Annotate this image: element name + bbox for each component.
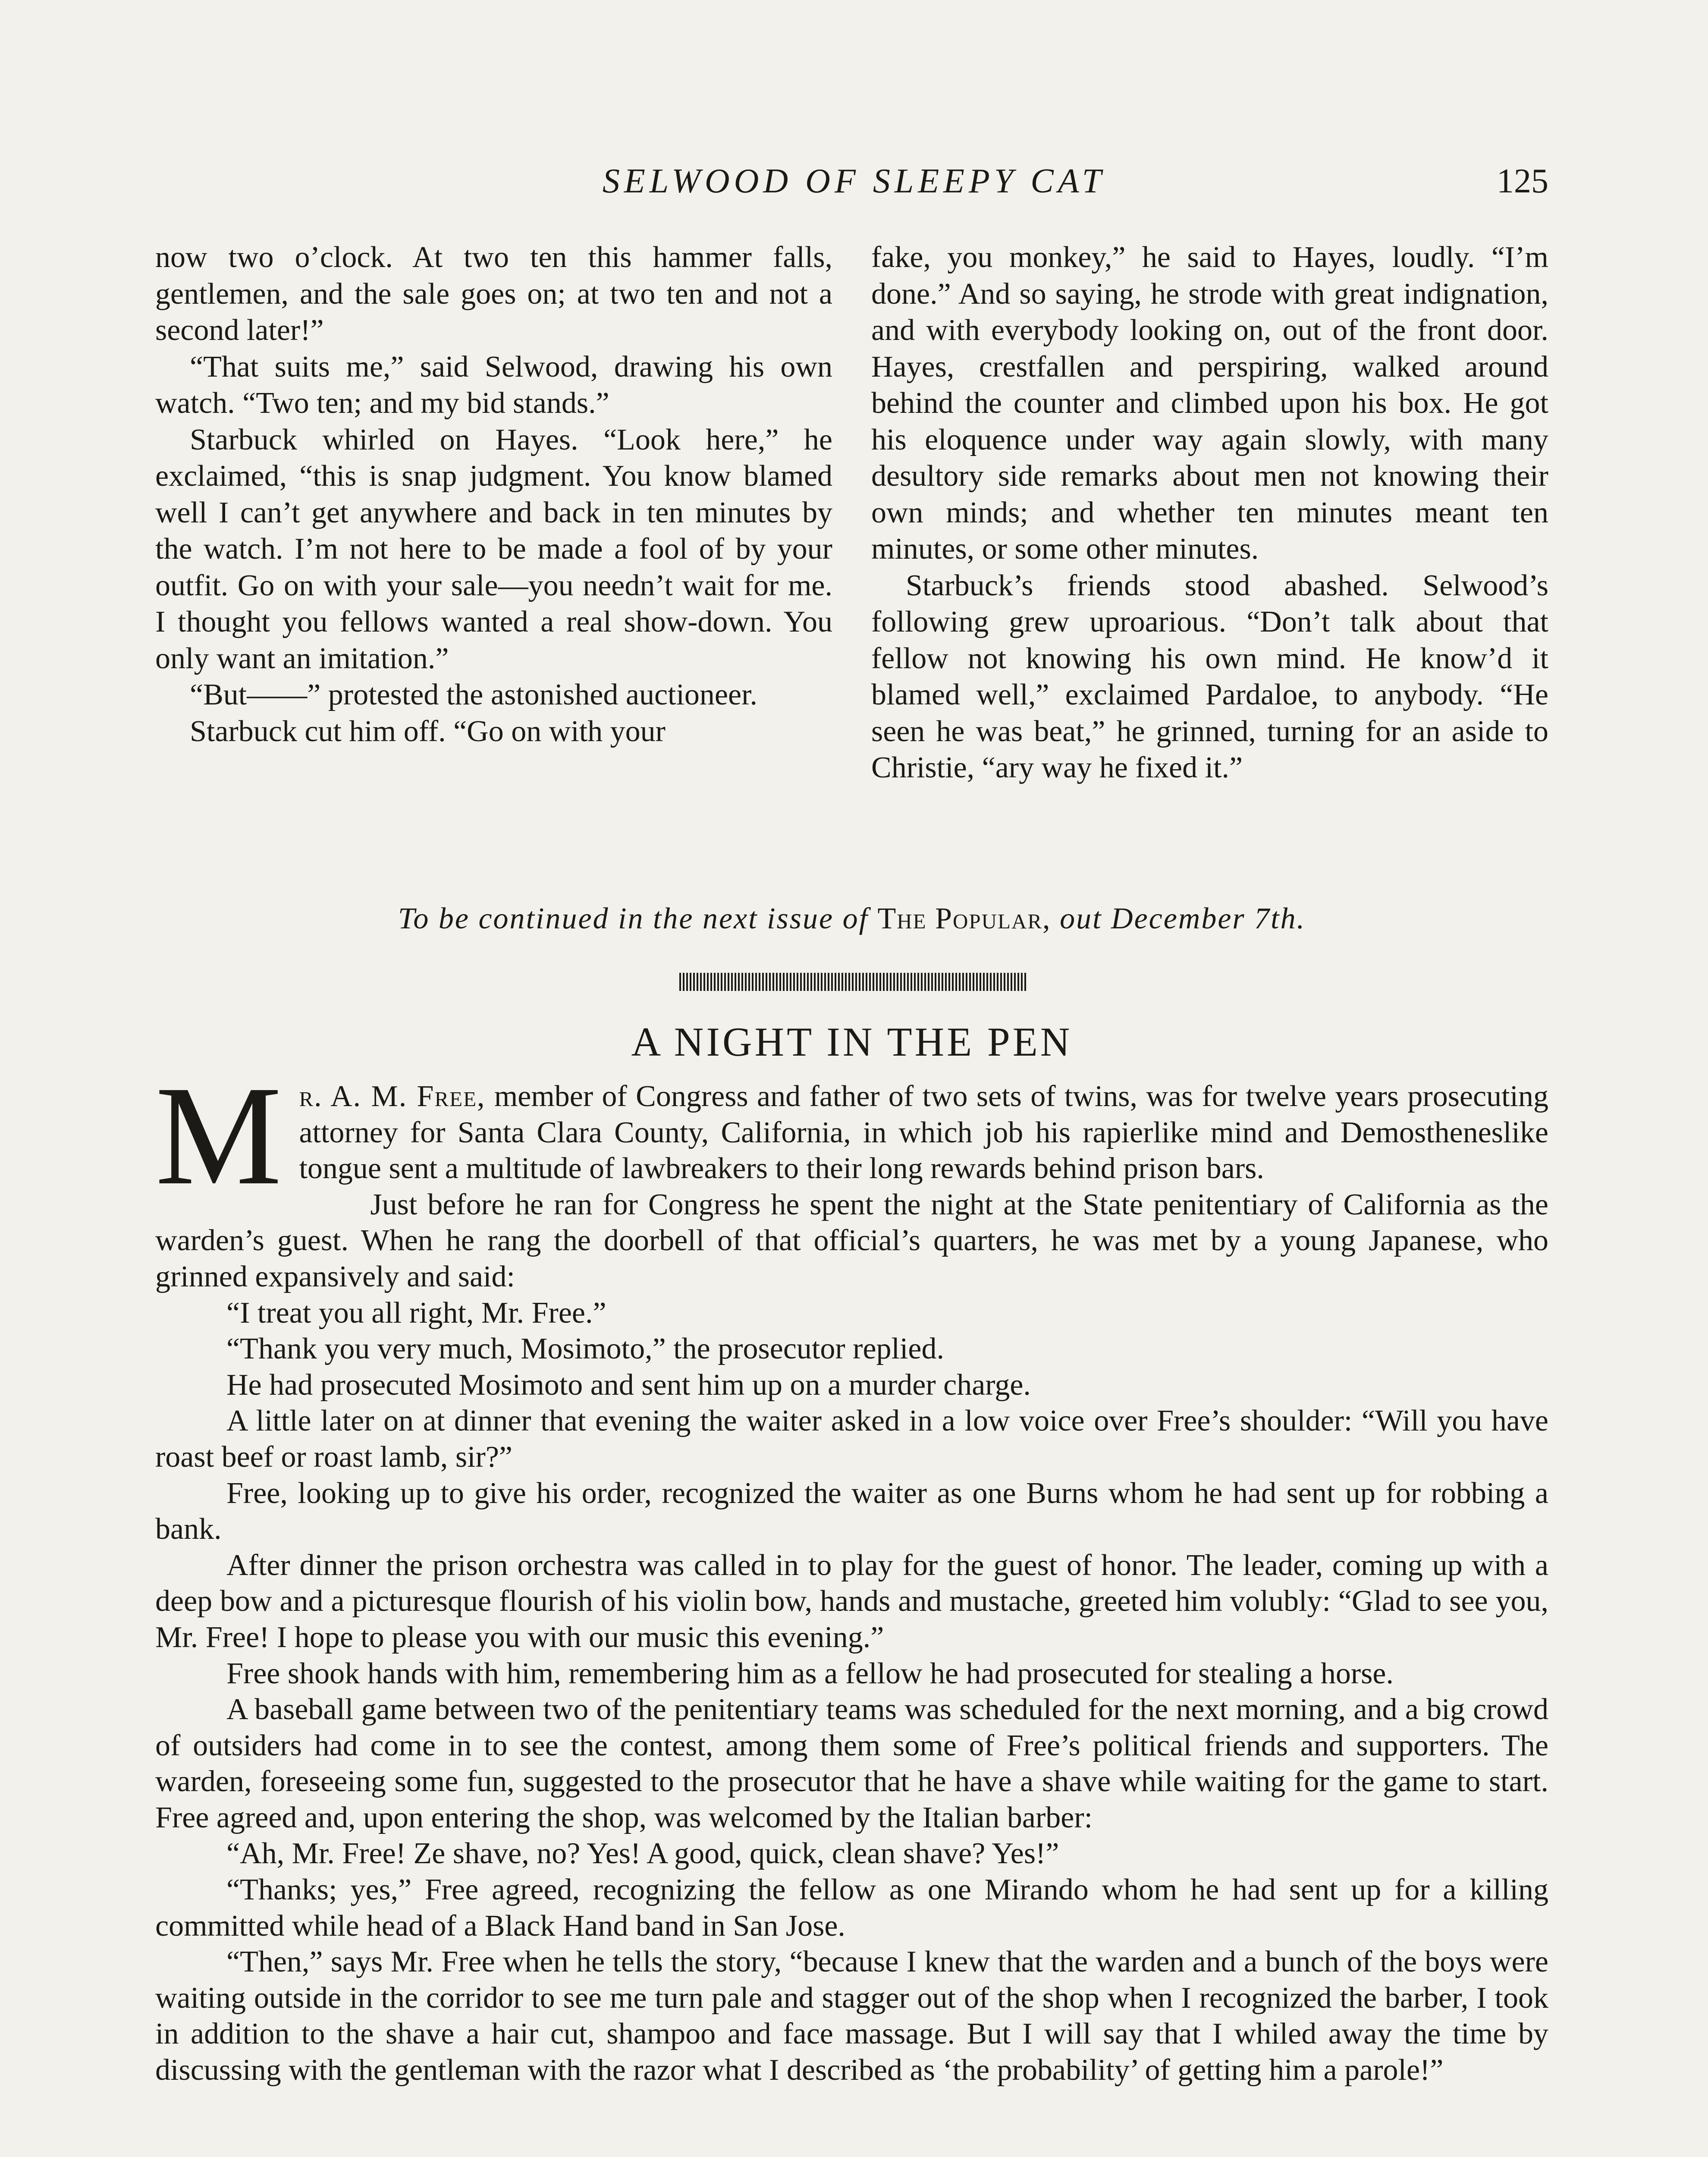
- paragraph: Starbuck whirled on Hayes. “Look here,” he exclaimed, “this is snap judgment. You know blamed well I can’t get anywhere and back in ten minutes by the watch. I’m not here to be made a fool of by your outfit. Go on with your sale—you needn’t wait for me. I thought you fellows wanted a real show-down. You only want an imitation.”: [155, 423, 832, 675]
- paragraph: Starbuck cut him off. “Go on with your: [190, 714, 666, 748]
- continued-prefix: To be continued in the next issue of: [398, 902, 878, 935]
- drop-cap: M: [155, 1057, 282, 1214]
- running-title: SELWOOD OF SLEEPY CAT: [602, 162, 1106, 200]
- section-divider-ornament: [679, 973, 1027, 991]
- paragraph: “But——” protested the astonished auctioneer.: [190, 678, 758, 711]
- serial-continuation: [155, 239, 1548, 897]
- story-title: A NIGHT IN THE PEN: [631, 1019, 1073, 1065]
- paragraph: A little later on at dinner that evening the waiter asked in a low voice over Free’s shoulder: “Will you have roast beef or roast lamb, sir?”: [155, 1404, 1548, 1474]
- paragraph: “That suits me,” said Selwood, drawing his own watch. “Two ten; and my bid stands.”: [155, 350, 832, 420]
- paragraph: He had prosecuted Mosimoto and sent him up on a murder charge.: [226, 1368, 1031, 1402]
- left-column: [155, 239, 832, 750]
- continued-notice: [155, 902, 1548, 936]
- paragraph: “Then,” says Mr. Free when he tells the story, “because I knew that the warden and a bunch of the boys were waiting outside in the corridor to see me turn pale and stagger out of the shop when I recognized the barber, I took in addition to the shave a hair cut, shampoo and face massage. But I will say that I whiled away the time by discussing with the gentleman with the razor what I described as ‘the probability’ of getting him a parole!”: [155, 1945, 1548, 2087]
- paragraph: Starbuck’s friends stood abashed. Selwood’s following grew uproarious. “Don’t talk about that fellow not knowing his own mind. He know’d it blamed well,” exclaimed Pardaloe, to anybody. “He seen he was beat,” he grinned, turning for an aside to Christie, “ary way he fixed it.”: [871, 569, 1548, 784]
- story-body: [155, 1057, 1548, 2088]
- page-number: 125: [1497, 162, 1548, 200]
- paragraph: Free shook hands with him, remembering him as a fellow he had prosecuted for stealing a horse.: [226, 1657, 1394, 1690]
- first-paragraph: [155, 1057, 1548, 1214]
- paragraph: “Thanks; yes,” Free agreed, recognizing the fellow as one Mirando whom he had sent up for a killing committed while head of a Black Hand band in San Jose.: [155, 1873, 1548, 1943]
- continued-suffix: out December 7th.: [1051, 902, 1306, 935]
- paragraph: fake, you monkey,” he said to Hayes, loudly. “I’m done.” And so saying, he strode with great indignation, and with everybody looking on, out of the front door. Hayes, crestfallen and perspiring, walked around behind the counter and climbed upon his box. He got his eloquence under way again slowly, with many desultory side remarks about men not knowing their own minds; and whether ten minutes meant ten minutes, or some other minutes.: [871, 241, 1548, 566]
- paragraph: “Ah, Mr. Free! Ze shave, no? Yes! A good, quick, clean shave? Yes!”: [226, 1837, 1059, 1871]
- paragraph: Free, looking up to give his order, recognized the waiter as one Burns whom he had sent up for robbing a bank.: [155, 1476, 1548, 1546]
- paragraph: “I treat you all right, Mr. Free.”: [226, 1296, 606, 1330]
- magazine-name: The Popular,: [877, 902, 1051, 935]
- first-paragraph-text: member of Congress and father of two sets of twins, was for twelve years prosecuting attorney for Santa Clara County, California, in which job his rapierlike mind and Demostheneslike tongue sent a multitude of lawbreakers to their long rewards behind prison bars.: [299, 1080, 1548, 1185]
- paragraph: A baseball game between two of the penitentiary teams was scheduled for the next morning, and a big crowd of outsiders had come in to see the contest, among them some of Free’s political friends and supporters. The warden, foreseeing some fun, suggested to the prosecutor that he have a shave while waiting for the game to start. Free agreed and, upon entering the shop, was welcomed by the Italian barber:: [155, 1693, 1548, 1834]
- lead-in: r. A. M. Free,: [299, 1080, 486, 1113]
- paragraph: “Thank you very much, Mosimoto,” the prosecutor replied.: [226, 1332, 945, 1366]
- page-header: [0, 162, 1708, 205]
- paragraph: After dinner the prison orchestra was called in to play for the guest of honor. The leader, coming up with a deep bow and a picturesque flourish of his violin bow, hands and mustache, greeted him volubly: “Glad to see you, Mr. Free! I hope to please you with our music this evening.”: [155, 1548, 1548, 1654]
- right-column: [871, 239, 1548, 786]
- paragraph: now two o’clock. At two ten this hammer falls, gentlemen, and the sale goes on; at two ten and not a second later!”: [155, 241, 832, 347]
- paragraph: Just before he ran for Congress he spent the night at the State penitentiary of California as the warden’s guest. When he rang the doorbell of that official’s quarters, he was met by a young Japanese, who grinned expansively and said:: [155, 1188, 1548, 1293]
